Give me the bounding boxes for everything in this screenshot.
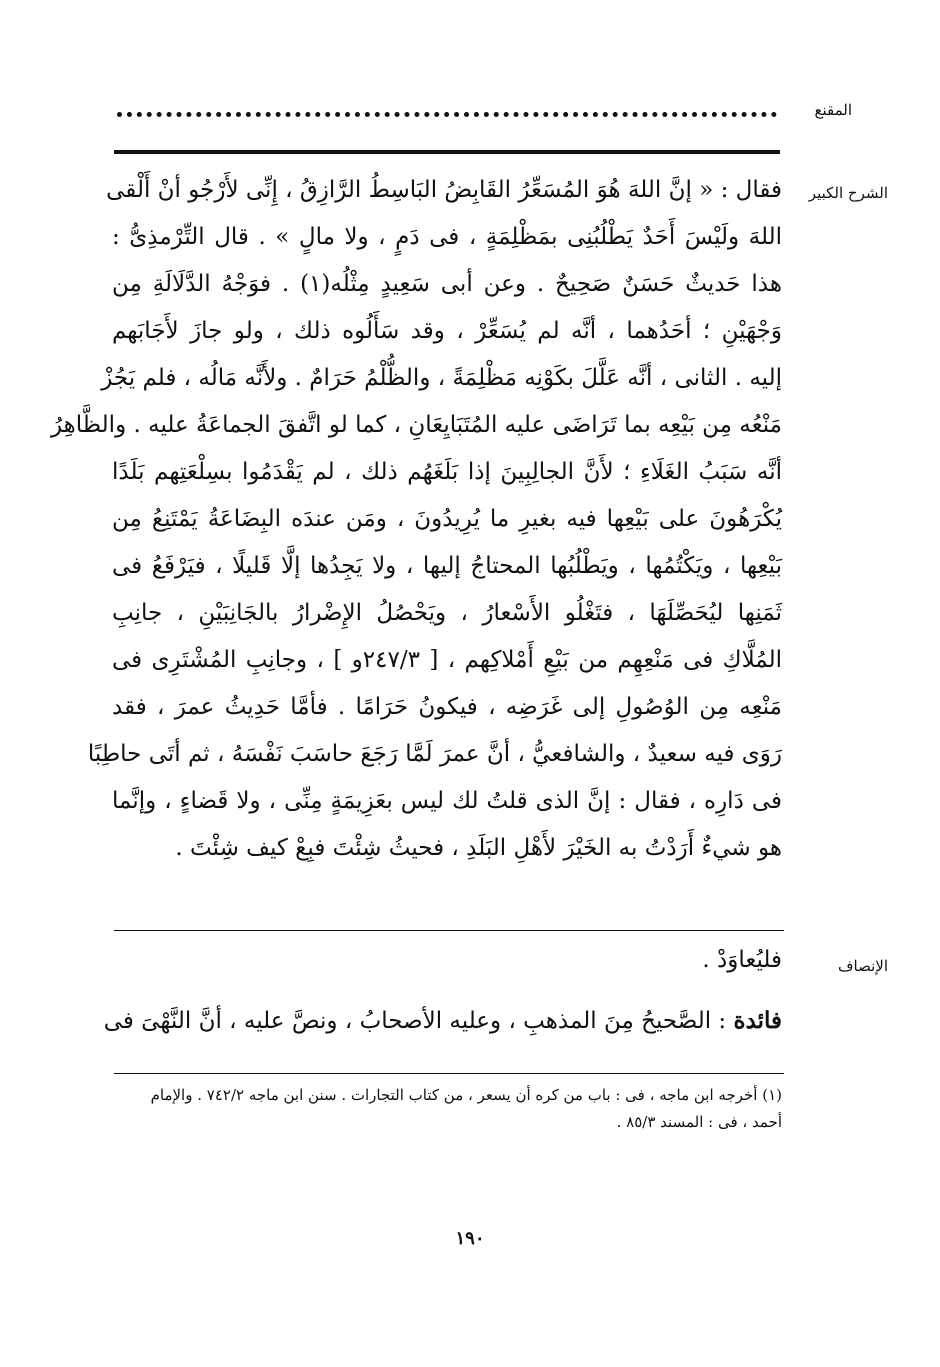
sharh-text <box>50 167 782 872</box>
faida-text: : الصَّحيحُ مِنَ المذهبِ ، وعليه الأصحابُ ، ونصَّ عليه ، أنَّ النَّهْىَ فى <box>103 1008 734 1034</box>
insaf-line: فليُعاوَدْ . <box>702 947 782 973</box>
text-line: رَوَى فيه سعيدٌ ، والشافعيُّ ، أنَّ عمرَ لَمَّا رَجَعَ حاسَبَ نَفْسَهُ ، ثم أتَى حاطِبًا <box>87 741 782 767</box>
footnote <box>112 1082 782 1136</box>
text-line: هو شيءٌ أَرَدْتُ به الخَيْرَ لأَهْلِ البَلَدِ ، فحيثُ شِئْتَ فبِعْ كيف شِئْتَ . <box>175 835 782 861</box>
footnote-line: (١) أخرجه ابن ماجه ، فى : باب من كره أن يسعر ، من كتاب التجارات . سنن ابن ماجه ٧٤٢/٢ . والإمام <box>150 1086 782 1104</box>
text-line: اللهَ ولَيْسَ أَحَدٌ يَطْلُبُنِى بمَظْلِمَةٍ ، فى دَمٍ ، ولا مالٍ » . قال التِّرْمذِىُّ : <box>112 224 782 250</box>
header-rule <box>114 150 780 154</box>
text-line: المُلَّاكِ فى مَنْعِهِم من بَيْعِ أَمْلاكِهم ، [ ٢٤٧/٣و ] ، وجانِبِ المُشْتَرِى فى <box>112 647 782 673</box>
text-line: إليه . الثانى ، أنَّه عَلَّلَ بكَوْنِه مَظْلِمَةً ، والظُّلْمُ حَرَامٌ . ولأَنَّه مَالُه ، فلم يَجُزْ <box>101 365 782 391</box>
text-line: ثَمَنِها ليُحَصِّلَهَا ، فتَغْلُو الأَسْعارُ ، ويَحْصُلُ الإِضْرارُ بالجَانِبَيْنِ ، جانِبِ <box>112 600 782 626</box>
text-line: مَنْعُه مِن بَيْعِه بما تَرَاضَى عليه المُتَبَايِعَانِ ، كما لو اتَّفقَ الجماعَةُ عليه . والظَّاهِرُ <box>50 412 782 438</box>
header-title: المقنع <box>814 101 852 119</box>
section-rule <box>114 930 784 931</box>
faida-label: فائدة <box>733 1007 782 1034</box>
text-line: أنَّه سَبَبُ الغَلَاءِ ؛ لأَنَّ الجالِبِينَ إذا بَلَغَهُم ذلك ، لم يَقْدَمُوا بسِلْعَتِهم بَلَدًا <box>112 459 782 485</box>
text-line: فقال : « إنَّ اللهَ هُوَ المُسَعِّرُ القَابِضُ البَاسِطُ الرَّازِقُ ، إِنِّى لأَرْجُو أنْ أَلْقى <box>106 177 782 203</box>
margin-label-sharh: الشرح الكبير <box>808 184 888 202</box>
text-line: فى دَارِه ، فقال : إنَّ الذى قلتُ لك ليس بعَزِيمَةٍ مِنِّى ، ولا قَضاءٍ ، وإنَّما <box>112 788 782 814</box>
text-line: يُكْرَهُونَ على بَيْعِها فيه بغيرِ ما يُرِيدُونَ ، ومَن عندَه البِضَاعَةُ يَمْتَنِعُ مِن <box>112 506 782 532</box>
text-line: بَيْعِها ، ويَكْتُمُها ، ويَطْلُبُها المحتاجُ إليها ، ولا يَجِدُها إلَّا قَليلًا ، فيَرْفَعُ فى <box>112 553 782 579</box>
footnote-line: أحمد ، فى : المسند ٨٥/٣ . <box>616 1113 782 1131</box>
page-number: ١٩٠ <box>455 1228 485 1249</box>
margin-label-insaf: الإنصاف <box>837 957 888 975</box>
text-line: مَنْعِه مِن الوُصُولِ إلى غَرَضِه ، فيكونُ حَرَامًا . فأمَّا حَدِيثُ عمرَ ، فقد <box>112 694 782 720</box>
footnote-rule <box>114 1073 784 1074</box>
text-line: وَجْهَيْنِ ؛ أحَدُهما ، أنَّه لم يُسَعِّرْ ، وقد سَأَلُوه ذلك ، ولو جازَ لأَجَابَهم <box>112 318 782 344</box>
text-line: هذا حَديثٌ حَسَنٌ صَحِيحٌ . وعن أبى سَعِيدٍ مِثْلُه(١) . فوَجْهُ الدَّلَالَةِ مِن <box>112 271 782 297</box>
header-dotted-rule <box>117 112 777 117</box>
faida-line <box>103 1007 782 1034</box>
